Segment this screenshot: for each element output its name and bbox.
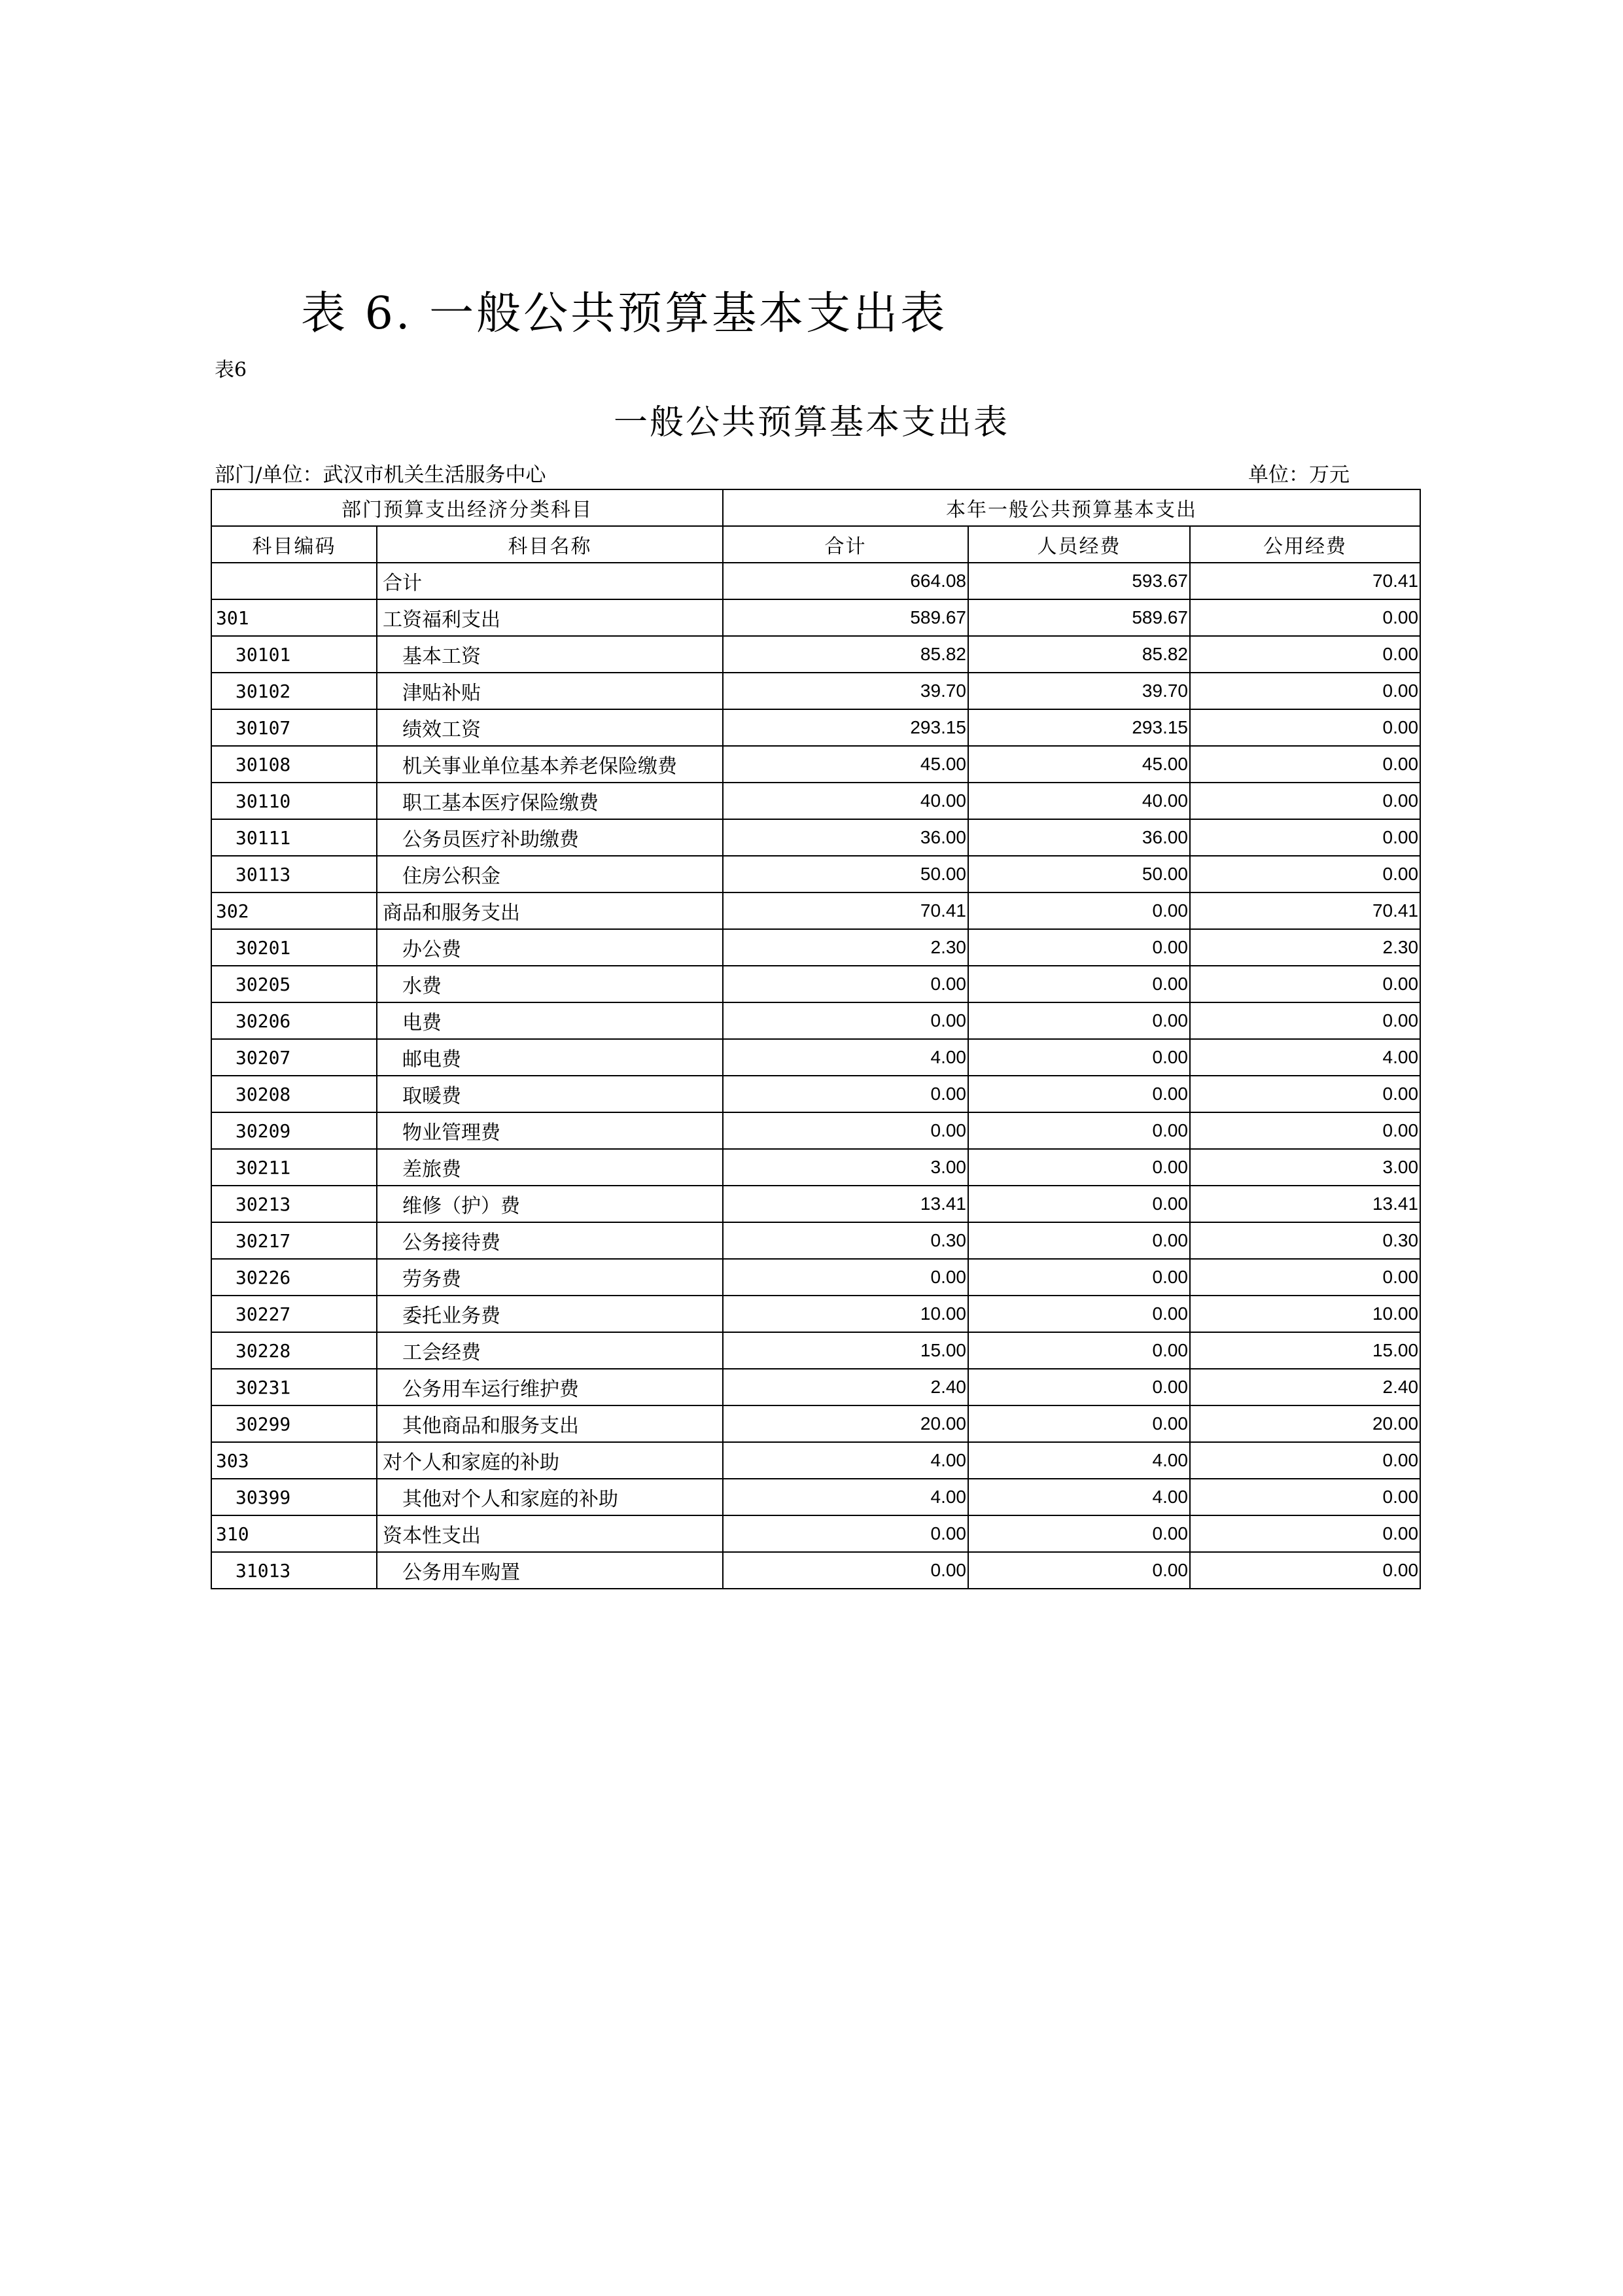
row-total: 15.00 [723, 1332, 968, 1369]
table-row [211, 1515, 1420, 1552]
row-total: 4.00 [723, 1039, 968, 1076]
row-code: 30201 [211, 929, 377, 966]
row-personnel: 593.67 [968, 563, 1190, 599]
row-name: 邮电费 [377, 1039, 723, 1076]
row-total: 0.00 [723, 1259, 968, 1296]
row-personnel: 40.00 [968, 783, 1190, 819]
row-name: 公务用车运行维护费 [377, 1369, 723, 1405]
row-name: 工会经费 [377, 1332, 723, 1369]
row-total: 10.00 [723, 1296, 968, 1332]
table-row [211, 1076, 1420, 1112]
row-name: 其他商品和服务支出 [377, 1405, 723, 1442]
table-row [211, 892, 1420, 929]
row-code: 30227 [211, 1296, 377, 1332]
table-row [211, 1369, 1420, 1405]
row-total: 85.82 [723, 636, 968, 673]
row-public: 0.00 [1190, 1515, 1420, 1552]
table-row [211, 1259, 1420, 1296]
table-title: 一般公共预算基本支出表 [613, 403, 1009, 442]
header-code: 科目编码 [211, 526, 377, 563]
row-name: 绩效工资 [377, 709, 723, 746]
row-public: 2.30 [1190, 929, 1420, 966]
row-name: 委托业务费 [377, 1296, 723, 1332]
row-public: 0.00 [1190, 856, 1420, 892]
row-public: 13.41 [1190, 1186, 1420, 1222]
header-group-row [211, 489, 1420, 526]
table-row [211, 929, 1420, 966]
row-code: 30113 [211, 856, 377, 892]
row-code: 30108 [211, 746, 377, 783]
row-total: 293.15 [723, 709, 968, 746]
row-personnel: 0.00 [968, 1332, 1190, 1369]
row-code: 30231 [211, 1369, 377, 1405]
row-personnel: 0.00 [968, 1552, 1190, 1589]
row-name: 电费 [377, 1002, 723, 1039]
row-code: 30211 [211, 1149, 377, 1186]
row-public: 0.00 [1190, 1259, 1420, 1296]
table-row [211, 563, 1420, 599]
row-public: 0.00 [1190, 599, 1420, 636]
row-name: 商品和服务支出 [377, 892, 723, 929]
row-name: 水费 [377, 966, 723, 1002]
row-personnel: 0.00 [968, 1405, 1190, 1442]
row-personnel: 0.00 [968, 1186, 1190, 1222]
row-code: 30111 [211, 819, 377, 856]
row-total: 4.00 [723, 1479, 968, 1515]
row-total: 2.30 [723, 929, 968, 966]
row-code: 30213 [211, 1186, 377, 1222]
row-personnel: 85.82 [968, 636, 1190, 673]
row-name: 津贴补贴 [377, 673, 723, 709]
row-code: 30207 [211, 1039, 377, 1076]
row-name: 取暖费 [377, 1076, 723, 1112]
row-public: 70.41 [1190, 892, 1420, 929]
table-body [211, 563, 1420, 1589]
row-code: 30226 [211, 1259, 377, 1296]
row-total: 0.00 [723, 1076, 968, 1112]
row-public: 3.00 [1190, 1149, 1420, 1186]
row-code: 302 [211, 892, 377, 929]
row-public: 0.00 [1190, 819, 1420, 856]
row-public: 0.00 [1190, 1552, 1420, 1589]
table-row [211, 819, 1420, 856]
row-public: 2.40 [1190, 1369, 1420, 1405]
department-label: 部门/单位：武汉市机关生活服务中心 [215, 463, 546, 487]
row-personnel: 0.00 [968, 1259, 1190, 1296]
row-personnel: 293.15 [968, 709, 1190, 746]
row-personnel: 0.00 [968, 1222, 1190, 1259]
row-code [211, 563, 377, 599]
row-code: 30107 [211, 709, 377, 746]
row-personnel: 4.00 [968, 1479, 1190, 1515]
row-public: 0.00 [1190, 1479, 1420, 1515]
row-personnel: 0.00 [968, 1076, 1190, 1112]
row-code: 30228 [211, 1332, 377, 1369]
row-public: 0.00 [1190, 783, 1420, 819]
row-name: 资本性支出 [377, 1515, 723, 1552]
row-total: 4.00 [723, 1442, 968, 1479]
table-row [211, 1479, 1420, 1515]
row-total: 0.00 [723, 1552, 968, 1589]
page-heading: 表 6. 一般公共预算基本支出表 [301, 288, 948, 340]
row-name: 办公费 [377, 929, 723, 966]
row-public: 0.00 [1190, 966, 1420, 1002]
row-name: 维修（护）费 [377, 1186, 723, 1222]
row-personnel: 589.67 [968, 599, 1190, 636]
row-public: 4.00 [1190, 1039, 1420, 1076]
row-total: 40.00 [723, 783, 968, 819]
row-personnel: 0.00 [968, 1039, 1190, 1076]
row-public: 0.00 [1190, 1112, 1420, 1149]
row-public: 0.00 [1190, 1442, 1420, 1479]
table-row [211, 1222, 1420, 1259]
row-total: 0.00 [723, 966, 968, 1002]
row-code: 301 [211, 599, 377, 636]
row-personnel: 50.00 [968, 856, 1190, 892]
table-row [211, 599, 1420, 636]
row-total: 36.00 [723, 819, 968, 856]
table-row [211, 1296, 1420, 1332]
row-total: 13.41 [723, 1186, 968, 1222]
row-public: 0.00 [1190, 636, 1420, 673]
row-public: 15.00 [1190, 1332, 1420, 1369]
row-public: 0.30 [1190, 1222, 1420, 1259]
row-name: 差旅费 [377, 1149, 723, 1186]
header-personnel: 人员经费 [968, 526, 1190, 563]
row-code: 310 [211, 1515, 377, 1552]
row-total: 70.41 [723, 892, 968, 929]
header-name: 科目名称 [377, 526, 723, 563]
row-name: 工资福利支出 [377, 599, 723, 636]
table-row [211, 783, 1420, 819]
row-total: 20.00 [723, 1405, 968, 1442]
table-row [211, 746, 1420, 783]
row-personnel: 0.00 [968, 1515, 1190, 1552]
table-row [211, 673, 1420, 709]
row-personnel: 0.00 [968, 1296, 1190, 1332]
unit-label: 单位：万元 [1248, 463, 1350, 487]
table-row [211, 1149, 1420, 1186]
row-public: 0.00 [1190, 673, 1420, 709]
row-name: 住房公积金 [377, 856, 723, 892]
budget-table [211, 489, 1421, 1589]
table-row [211, 1332, 1420, 1369]
row-personnel: 0.00 [968, 892, 1190, 929]
table-row [211, 1442, 1420, 1479]
row-personnel: 36.00 [968, 819, 1190, 856]
row-public: 0.00 [1190, 746, 1420, 783]
row-total: 3.00 [723, 1149, 968, 1186]
row-personnel: 0.00 [968, 1369, 1190, 1405]
row-personnel: 39.70 [968, 673, 1190, 709]
row-total: 589.67 [723, 599, 968, 636]
table-row [211, 636, 1420, 673]
header-public: 公用经费 [1190, 526, 1420, 563]
table-row [211, 709, 1420, 746]
row-code: 30208 [211, 1076, 377, 1112]
row-name: 公务用车购置 [377, 1552, 723, 1589]
row-personnel: 45.00 [968, 746, 1190, 783]
row-public: 70.41 [1190, 563, 1420, 599]
row-name: 公务接待费 [377, 1222, 723, 1259]
row-total: 664.08 [723, 563, 968, 599]
row-personnel: 0.00 [968, 1149, 1190, 1186]
row-public: 10.00 [1190, 1296, 1420, 1332]
row-name: 公务员医疗补助缴费 [377, 819, 723, 856]
row-code: 30206 [211, 1002, 377, 1039]
table-row [211, 1002, 1420, 1039]
row-name: 合计 [377, 563, 723, 599]
row-code: 30299 [211, 1405, 377, 1442]
row-code: 31013 [211, 1552, 377, 1589]
table-row [211, 966, 1420, 1002]
row-total: 0.00 [723, 1515, 968, 1552]
row-code: 30217 [211, 1222, 377, 1259]
row-personnel: 0.00 [968, 1002, 1190, 1039]
row-total: 50.00 [723, 856, 968, 892]
row-total: 2.40 [723, 1369, 968, 1405]
row-personnel: 0.00 [968, 929, 1190, 966]
table-row [211, 1039, 1420, 1076]
table-row [211, 1112, 1420, 1149]
row-public: 0.00 [1190, 1076, 1420, 1112]
header-total: 合计 [723, 526, 968, 563]
row-code: 30102 [211, 673, 377, 709]
row-total: 45.00 [723, 746, 968, 783]
row-personnel: 0.00 [968, 1112, 1190, 1149]
row-code: 30110 [211, 783, 377, 819]
row-personnel: 4.00 [968, 1442, 1190, 1479]
row-name: 对个人和家庭的补助 [377, 1442, 723, 1479]
header-group-right: 本年一般公共预算基本支出 [723, 489, 1420, 526]
table-row [211, 1552, 1420, 1589]
row-name: 机关事业单位基本养老保险缴费 [377, 746, 723, 783]
row-total: 0.00 [723, 1112, 968, 1149]
row-name: 职工基本医疗保险缴费 [377, 783, 723, 819]
row-code: 303 [211, 1442, 377, 1479]
row-total: 0.30 [723, 1222, 968, 1259]
row-name: 其他对个人和家庭的补助 [377, 1479, 723, 1515]
row-public: 0.00 [1190, 1002, 1420, 1039]
row-name: 基本工资 [377, 636, 723, 673]
row-code: 30205 [211, 966, 377, 1002]
row-code: 30209 [211, 1112, 377, 1149]
row-public: 20.00 [1190, 1405, 1420, 1442]
header-group-left: 部门预算支出经济分类科目 [211, 489, 723, 526]
table-label: 表6 [215, 359, 247, 381]
row-total: 0.00 [723, 1002, 968, 1039]
table-row [211, 1405, 1420, 1442]
row-name: 物业管理费 [377, 1112, 723, 1149]
row-public: 0.00 [1190, 709, 1420, 746]
row-code: 30101 [211, 636, 377, 673]
row-personnel: 0.00 [968, 966, 1190, 1002]
header-row [211, 526, 1420, 563]
row-total: 39.70 [723, 673, 968, 709]
row-name: 劳务费 [377, 1259, 723, 1296]
row-code: 30399 [211, 1479, 377, 1515]
table-row [211, 856, 1420, 892]
table-row [211, 1186, 1420, 1222]
